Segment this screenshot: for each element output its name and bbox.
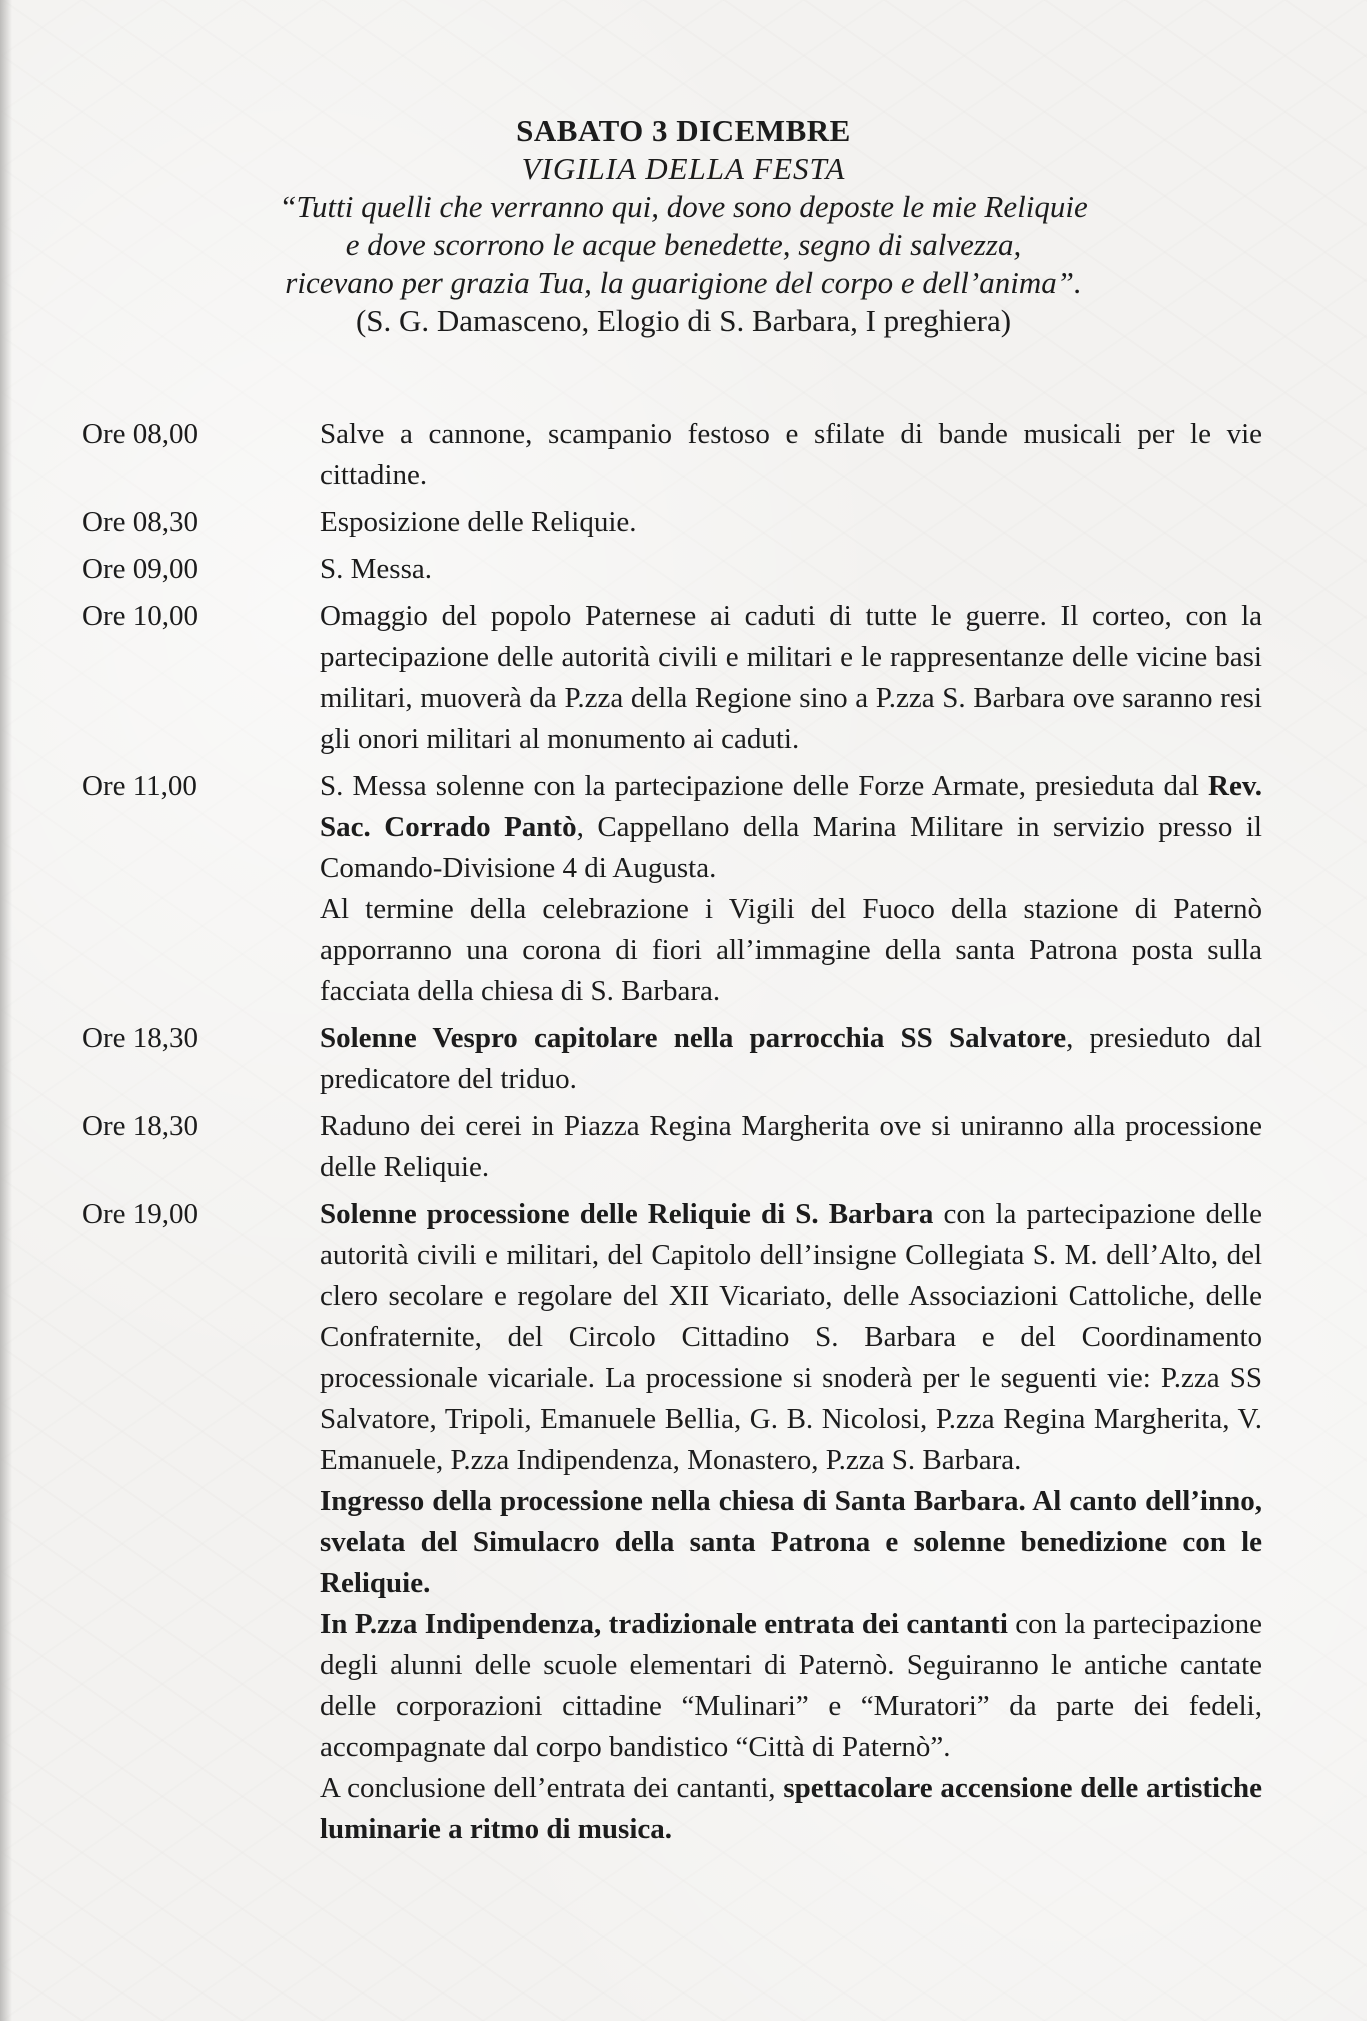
text: S. Messa. [320, 553, 432, 585]
schedule-time: Ore 08,00 [82, 418, 198, 450]
text: Al termine della celebrazione i Vigili del Fuoco della stazione di Paternò apporranno una corona di fiori all’immagine della santa Patrona posta sulla facciata della chiesa di S. Barbara. [320, 893, 1262, 1007]
schedule-entry [82, 1018, 1262, 1100]
description-paragraph [320, 889, 1262, 1012]
schedule-entry [82, 1106, 1262, 1188]
description-paragraph [320, 1768, 1262, 1850]
bold-text: In P.zza Indipendenza, tradizionale entrata dei cantanti [320, 1608, 1008, 1640]
schedule-entry [82, 414, 1262, 496]
schedule-time: Ore 08,30 [82, 506, 198, 538]
schedule-entry [82, 1194, 1262, 1850]
schedule-time: Ore 11,00 [82, 770, 197, 802]
text: , Cappellano della Marina Militare in servizio presso il Comando-Divisione 4 di Augusta. [320, 811, 1262, 884]
schedule-time: Ore 18,30 [82, 1022, 198, 1054]
schedule-time: Ore 19,00 [82, 1198, 198, 1230]
schedule-description [320, 1106, 1262, 1188]
schedule-entry [82, 596, 1262, 760]
quote-line: e dove scorrono le acque benedette, segno di salvezza, [345, 227, 1022, 262]
text: con la partecipazione delle autorità civili e militari, del Capitolo dell’insigne Collegiata S. M. dell’Alto, del clero secolare e regolare del XII Vicariato, delle Associazioni Cattoliche, delle Confraternite, del Circolo Cittadino S. Barbara e del Coordinamento processionale vicariale. La processione si snoderà per le seguenti vie: P.zza SS Salvatore, Tripoli, Emanuele Bellia, G. B. Nicolosi, P.zza Regina Margherita, V. Emanuele, P.zza Indipendenza, Monastero, P.zza S. Barbara. [320, 1198, 1262, 1476]
schedule-entry [82, 549, 1262, 590]
page-subtitle: VIGILIA DELLA FESTA [521, 151, 846, 186]
schedule-entry [82, 766, 1262, 1012]
description-paragraph [320, 596, 1262, 760]
text: Omaggio del popolo Paternese ai caduti di tutte le guerre. Il corteo, con la partecipazione delle autorità civili e militari e le rappresentanze delle vicine basi militari, muoverà da P.zza della Regione sino a P.zza S. Barbara ove saranno resi gli onori militari al monumento ai caduti. [320, 600, 1262, 755]
text: S. Messa solenne con la partecipazione delle Forze Armate, presieduta dal [320, 770, 1209, 802]
schedule-time: Ore 18,30 [82, 1110, 198, 1142]
bold-text: spettacolare accensione delle artistiche luminarie a ritmo di musica. [320, 1772, 1262, 1845]
schedule-time: Ore 09,00 [82, 553, 198, 585]
schedule-description [320, 414, 1262, 496]
text: con la partecipazione degli alunni delle scuole elementari di Paternò. Seguiranno le antiche cantate delle corporazioni cittadine “Mulinari” e “Muratori” da parte dei fedeli, accompagnate dal corpo bandistico “Città di Paternò”. [320, 1608, 1262, 1763]
description-paragraph [320, 766, 1262, 889]
description-paragraph [320, 502, 1262, 543]
description-paragraph [320, 1018, 1262, 1100]
text: A conclusione dell’entrata dei cantanti, [320, 1772, 784, 1804]
bold-text: Ingresso della processione nella chiesa di Santa Barbara. Al canto dell’inno, svelata del Simulacro della santa Patrona e solenne benedizione con le Reliquie. [320, 1485, 1262, 1599]
page-header [0, 112, 1367, 340]
description-paragraph [320, 549, 1262, 590]
schedule-description [320, 502, 1262, 543]
schedule-description [320, 766, 1262, 1012]
schedule-description [320, 1194, 1262, 1850]
description-paragraph [320, 1604, 1262, 1768]
entry-spacer [82, 1850, 1262, 1856]
text: Raduno dei cerei in Piazza Regina Margherita ove si uniranno alla processione delle Reliquie. [320, 1110, 1262, 1183]
schedule-entry [82, 502, 1262, 543]
description-paragraph [320, 1106, 1262, 1188]
schedule-time: Ore 10,00 [82, 600, 198, 632]
bold-text: Rev. Sac. Corrado Pantò [320, 770, 1262, 843]
text: , presieduto dal predicatore del triduo. [320, 1022, 1262, 1095]
schedule-description [320, 549, 1262, 590]
schedule-description [320, 596, 1262, 760]
schedule-description [320, 1018, 1262, 1100]
page-title: SABATO 3 DICEMBRE [516, 113, 851, 148]
quote-source: (S. G. Damasceno, Elogio di S. Barbara, I preghiera) [355, 303, 1012, 338]
text: Salve a cannone, scampanio festoso e sfilate di bande musicali per le vie cittadine. [320, 418, 1262, 491]
description-paragraph [320, 1194, 1262, 1481]
bold-text: Solenne Vespro capitolare nella parrocchia SS Salvatore [320, 1022, 1067, 1054]
quote-line: ricevano per grazia Tua, la guarigione del corpo e dell’anima”. [285, 265, 1082, 300]
schedule-list [82, 414, 1262, 1856]
bold-text: Solenne processione delle Reliquie di S. Barbara [320, 1198, 934, 1230]
description-paragraph [320, 1481, 1262, 1604]
quote-line: “Tutti quelli che verranno qui, dove sono deposte le mie Reliquie [279, 189, 1088, 224]
description-paragraph [320, 414, 1262, 496]
text: Esposizione delle Reliquie. [320, 506, 637, 538]
